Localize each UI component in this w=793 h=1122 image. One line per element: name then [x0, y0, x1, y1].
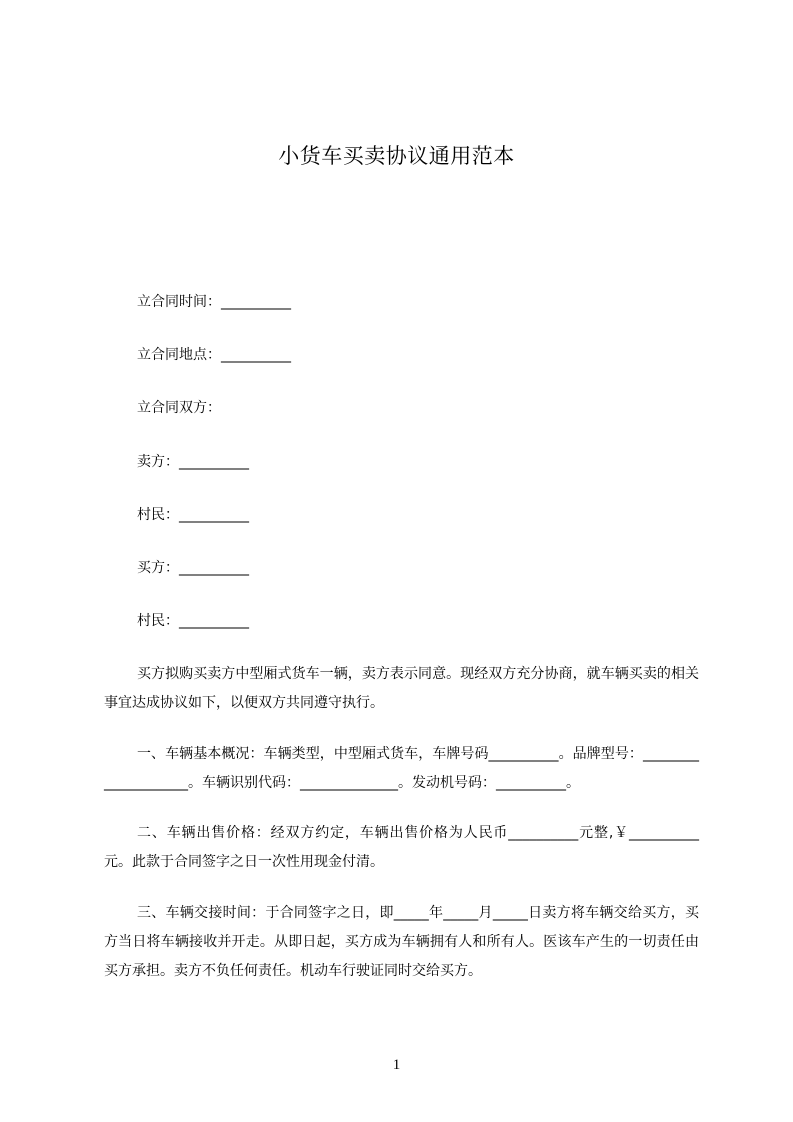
- buyer-village-field: 村民：__________: [137, 613, 249, 629]
- clause-sale-price: 二、车辆出售价格：经双方约定，车辆出售价格为人民币__________元整,￥__________元。此款于合同签字之日一次性用现金付清。: [104, 825, 699, 870]
- clause-vehicle-overview: 一、车辆基本概况：车辆类型，中型厢式货车，车牌号码__________。品牌型号：____________________。车辆识别代码：______________。发动机号码：__________。: [104, 746, 699, 791]
- page-number: 1: [392, 1057, 401, 1073]
- clause-handover-time: 三、车辆交接时间：于合同签字之日，即_____年_____月_____日卖方将车辆交给买方，买方当日将车辆接收并开走。从即日起，买方成为车辆拥有人和所有人。医该车产生的一切责任由买方承担。卖方不负任何责任。机动车行驶证同时交给买方。: [104, 905, 699, 979]
- contract-parties-label: 立合同双方：: [137, 400, 221, 416]
- contract-time-field: 立合同时间：__________: [137, 294, 291, 310]
- seller-village-field: 村民：__________: [137, 507, 249, 523]
- contract-place-field: 立合同地点：__________: [137, 347, 291, 363]
- seller-field: 卖方：__________: [137, 454, 249, 470]
- buyer-field: 买方：__________: [137, 560, 249, 576]
- intro-paragraph: 买方拟购买卖方中型厢式货车一辆，卖方表示同意。现经双方充分协商，就车辆买卖的相关事宜达成协议如下，以便双方共同遵守执行。: [104, 666, 699, 711]
- document-title: 小货车买卖协议通用范本: [278, 144, 515, 168]
